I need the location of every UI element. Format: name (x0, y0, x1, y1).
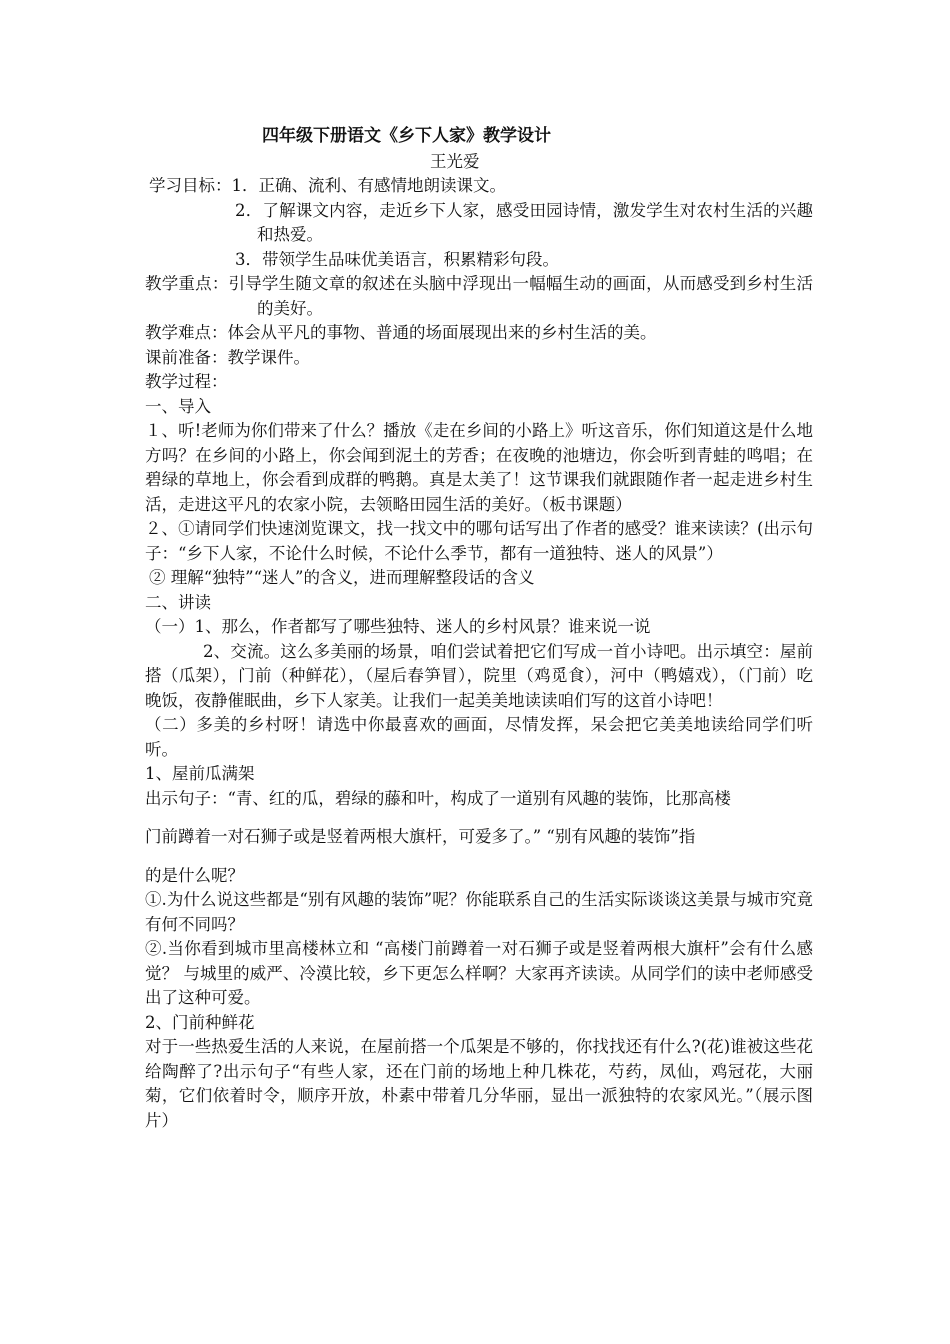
subsection-2-heading: 2、门前种鲜花 (145, 1012, 255, 1032)
key-point-text: 教学重点：引导学生随文章的叙述在头脑中浮现出一幅幅生动的画面，从而感受到乡村生活的美好。 (145, 274, 813, 318)
subsection-1-question-1: ①.为什么说这些都是“别有风趣的装饰”呢？你能联系自己的生活实际谈谈这美景与城市究竟有何不同吗？ (145, 890, 813, 934)
subsection-1-line-3: 的是什么呢？ (145, 865, 244, 885)
document-body (145, 124, 813, 1133)
goals-label: 学习目标： (149, 176, 232, 195)
subsection-1-line-2: 门前蹲着一对石狮子或是竖着两根大旗杆，可爱多了。” “别有风趣的装饰”指 (145, 827, 696, 846)
goal-1: 1．正确、流利、有感情地朗读课文。 (231, 176, 506, 195)
lesson-preparation: 课前准备：教学课件。 (145, 347, 310, 367)
section-1-paragraph-1: １、听!老师为你们带来了什么？播放《走在乡间的小路上》听这音乐，你们知道这是什么地方吗？在乡间的小路上，你会闻到泥土的芳香；在夜晚的池塘边，你会听到青蛙的鸣唱；在碧绿的草地上，你会看到成群的鸭鹅。真是太美了！这节课我们就跟随作者一起走进乡村生活，走进这平凡的农家小院，去领略田园生活的美好。（板书课题） (145, 421, 813, 514)
subsection-1-question-2: ②.当你看到城市里高楼林立和 “高楼门前蹲着一对石狮子或是竖着两根大旗杆”会有什么感觉？ 与城里的威严、冷漠比较，乡下更怎么样啊？大家再齐读读。从同学们的读中老师感受出了这种可爱。 (145, 939, 813, 1007)
learning-goals (145, 174, 813, 199)
author-name: 王光爱 (430, 152, 480, 171)
subsection-2-paragraph: 对于一些热爱生活的人来说，在屋前搭一个瓜架是不够的，你找找还有什么?(花)谁被这些花给陶醉了?出示句子“有些人家，还在门前的场地上种几株花，芍药，凤仙，鸡冠花，大丽菊，它们依着时令，顺序开放，朴素中带着几分华丽，显出一派独特的农家风光。”（展示图片） (145, 1037, 813, 1130)
process-label: 教学过程： (145, 372, 228, 391)
goal-2: 2．了解课文内容，走近乡下人家，感受田园诗情，激发学生对农村生活的兴趣和热爱。 (235, 200, 813, 244)
section-1-paragraph-3: ② 理解“独特”“迷人”的含义，进而理解整段话的含义 (149, 568, 535, 587)
subsection-1-heading: 1、屋前瓜满架 (145, 764, 255, 783)
section-1-heading: 一、导入 (145, 396, 211, 416)
goal-3: 3．带领学生品味优美语言，积累精彩句段。 (235, 249, 559, 269)
teaching-difficulty: 教学难点：体会从平凡的事物、普通的场面展现出来的乡村生活的美。 (145, 323, 657, 342)
section-2-paragraph-3: （二）多美的乡村呀！请选中你最喜欢的画面，尽情发挥，呆会把它美美地读给同学们听听。 (145, 715, 813, 759)
section-2-paragraph-1: （一）1、那么，作者都写了哪些独特、迷人的乡村风景？谁来说一说 (145, 617, 651, 636)
section-1-paragraph-2: ２、①请同学们快速浏览课文，找一找文中的哪句话写出了作者的感受？谁来读读？(出示句子：“乡下人家，不论什么时候，不论什么季节，都有一道独特、迷人的风景”） (145, 519, 813, 563)
teaching-key-point (145, 272, 813, 321)
section-2-heading: 二、讲读 (145, 592, 211, 612)
subsection-1-line-1: 出示句子：“青、红的瓜，碧绿的藤和叶，构成了一道别有风趣的装饰，比那高楼 (145, 788, 731, 808)
document-title: 四年级下册语文《乡下人家》教学设计 (262, 126, 551, 146)
section-2-paragraph-2: 2、交流。这么多美丽的场景，咱们尝试着把它们写成一首小诗吧。出示填空：屋前搭（瓜架），门前（种鲜花），（屋后春笋冒），院里（鸡觅食），河中（鸭嬉戏），（门前）吃晚饭，夜静催眠曲，乡下人家美。让我们一起美美地读读咱们写的这首小诗吧！ (145, 641, 813, 710)
